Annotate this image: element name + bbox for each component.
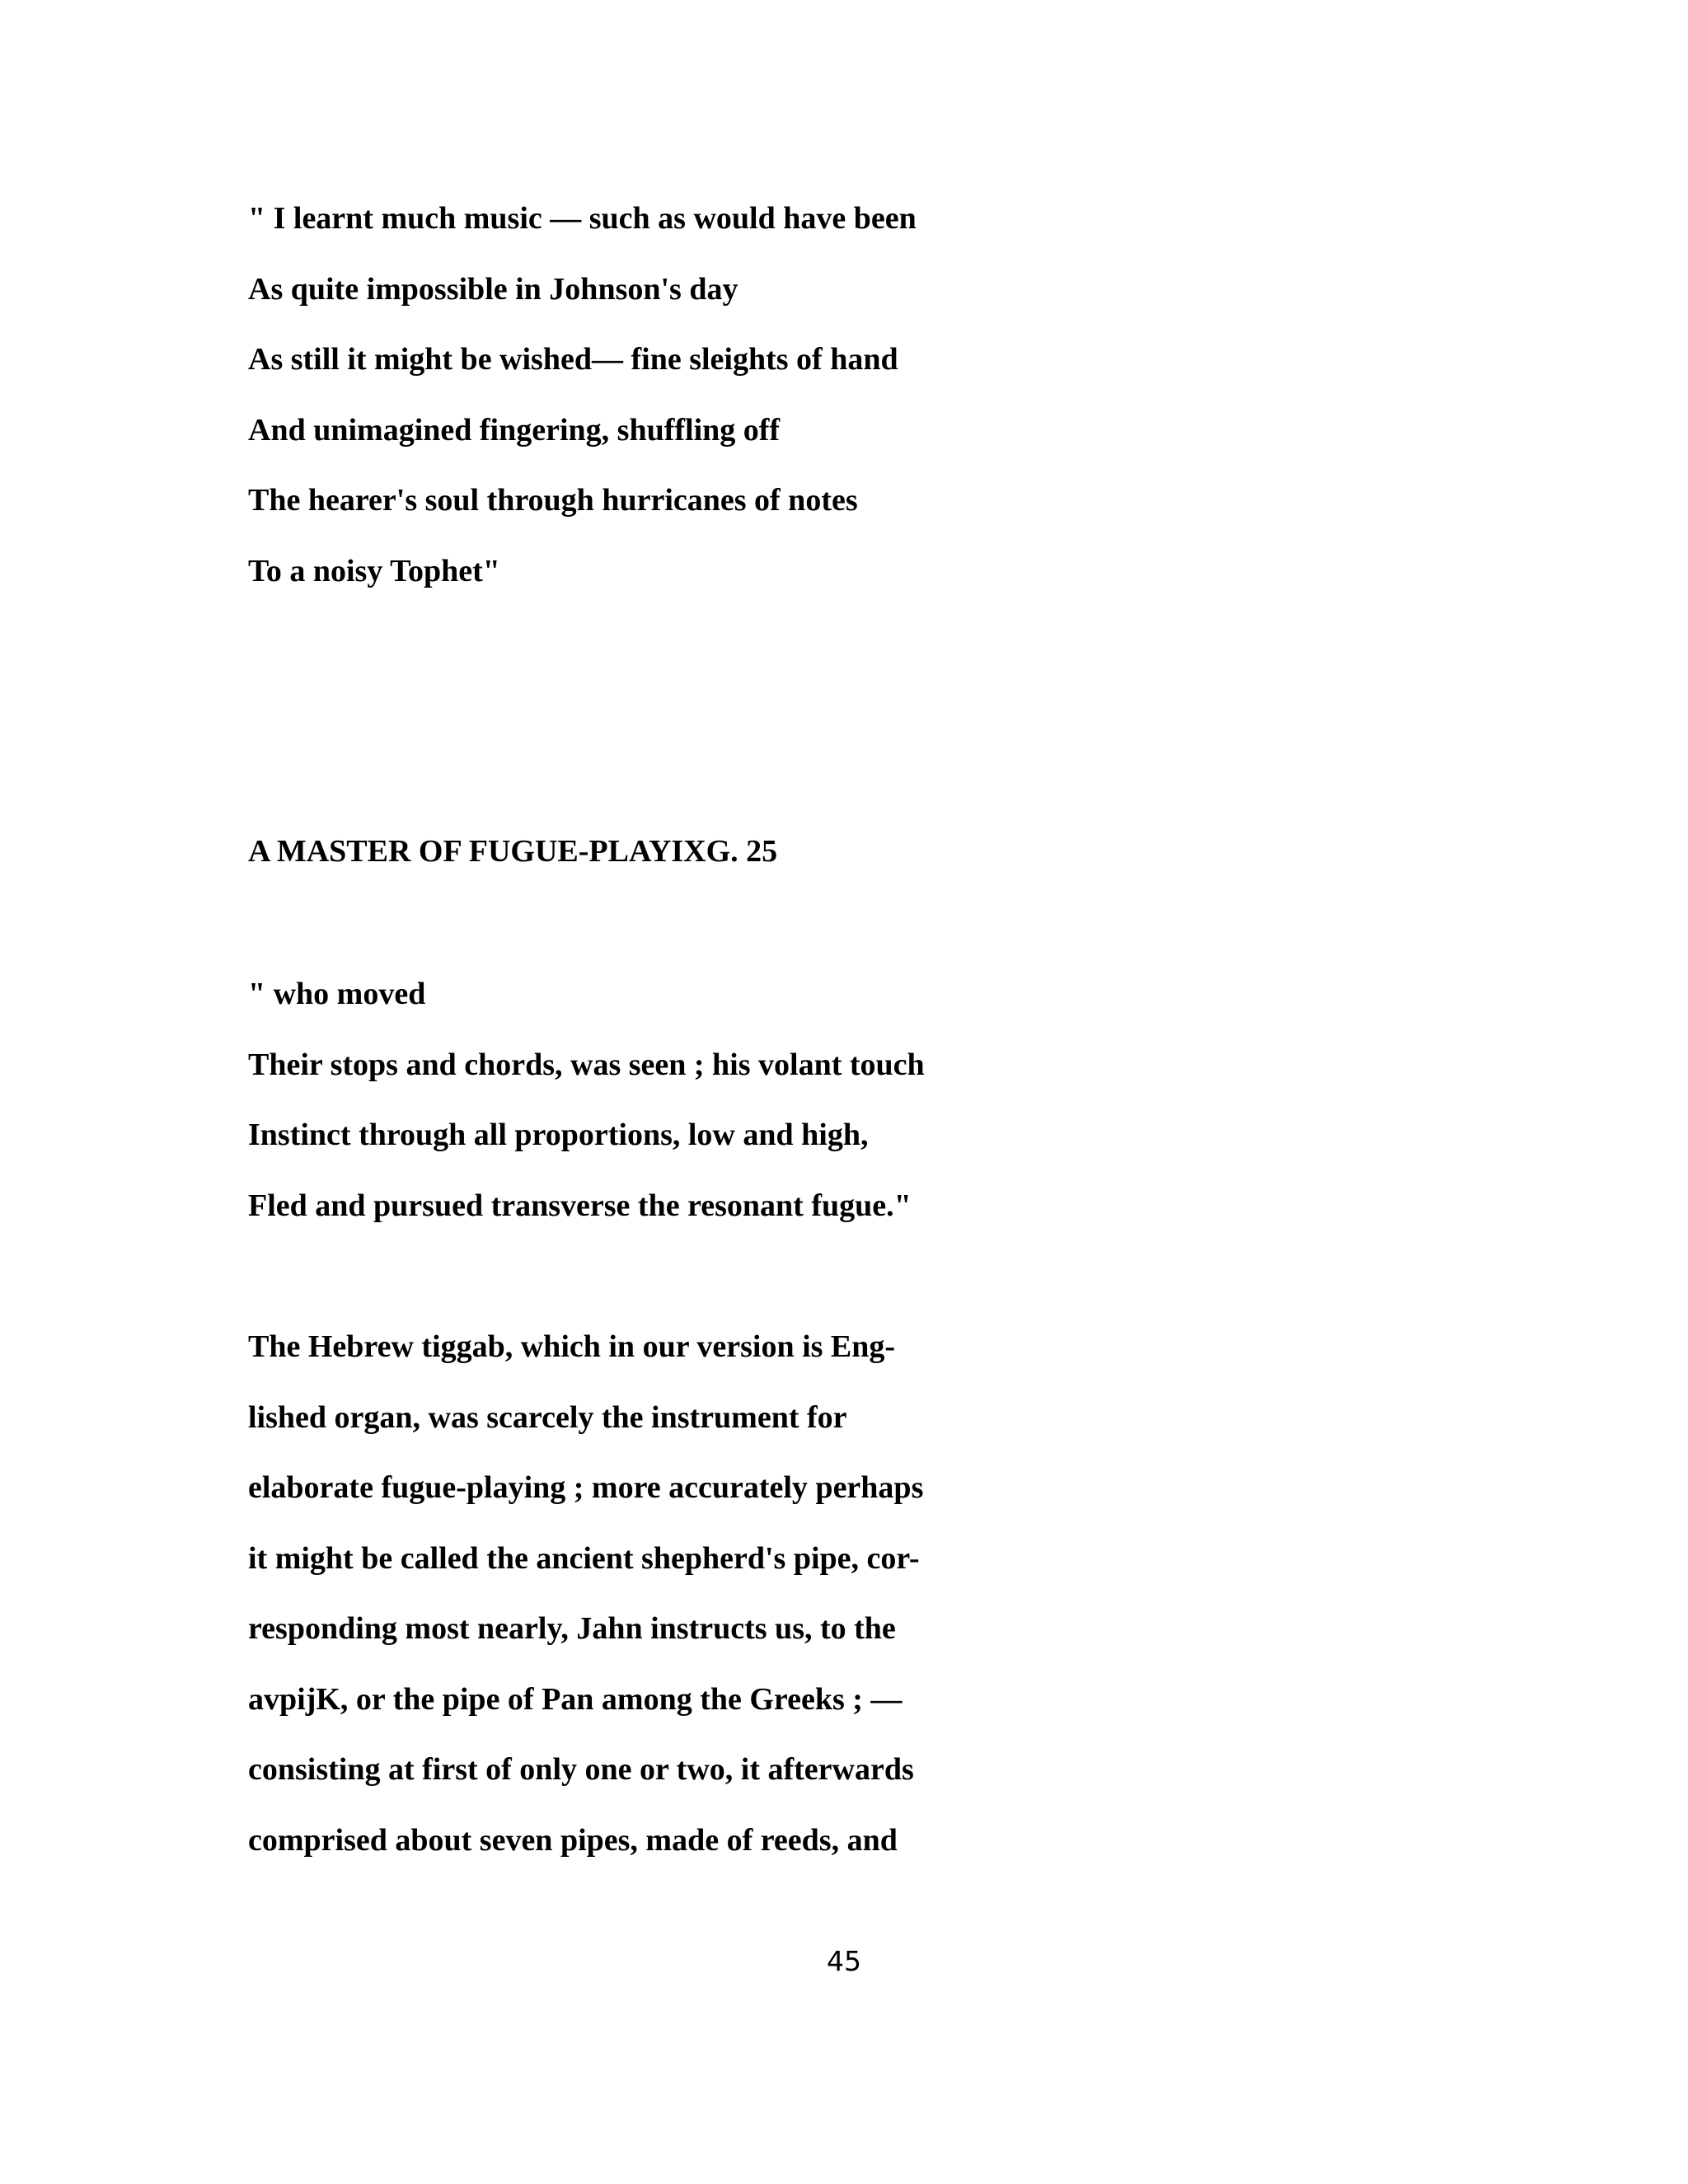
running-heading [248, 831, 1484, 902]
verse-line: To a noisy Tophet" [248, 553, 500, 588]
paragraph-line: consisting at first of only one or two, it afterwards [248, 1752, 914, 1787]
verse-line: Fled and pursued transverse the resonant fugue." [248, 1188, 912, 1223]
body-paragraph [248, 1326, 1484, 1890]
verse-line: And unimagined fingering, shuffling off [248, 412, 781, 448]
verse-line: Their stops and chords, was seen ; his volant touch [248, 1047, 925, 1082]
page-number: 45 [827, 1945, 861, 1977]
paragraph-line: comprised about seven pipes, made of reeds, and [248, 1822, 898, 1858]
verse-line: As quite impossible in Johnson's day [248, 271, 738, 307]
paragraph-line: elaborate fugue-playing ; more accurately perhaps [248, 1470, 924, 1505]
quoted-verse-stanza [248, 198, 1484, 621]
verse-line: " who moved [248, 977, 426, 1011]
paragraph-line: lished organ, was scarcely the instrument for [248, 1399, 847, 1435]
heading-text: A MASTER OF FUGUE-PLAYIXG. 25 [248, 834, 778, 869]
paragraph-line: responding most nearly, Jahn instructs us, to the [248, 1611, 896, 1646]
verse-line: " I learnt much music — such as would have been [248, 201, 917, 236]
paragraph-line: The Hebrew tiggab, which in our version is Eng- [248, 1329, 896, 1364]
verse-line: Instinct through all proportions, low and high, [248, 1118, 869, 1152]
verse-line: As still it might be wished— fine sleights of hand [248, 342, 898, 377]
paragraph-line: it might be called the ancient shepherd's pipe, cor- [248, 1540, 920, 1576]
quoted-verse-stanza-2 [248, 973, 1484, 1255]
verse-line: The hearer's soul through hurricanes of notes [248, 483, 858, 518]
paragraph-line: avpijK, or the pipe of Pan among the Greeks ; — [248, 1681, 903, 1717]
